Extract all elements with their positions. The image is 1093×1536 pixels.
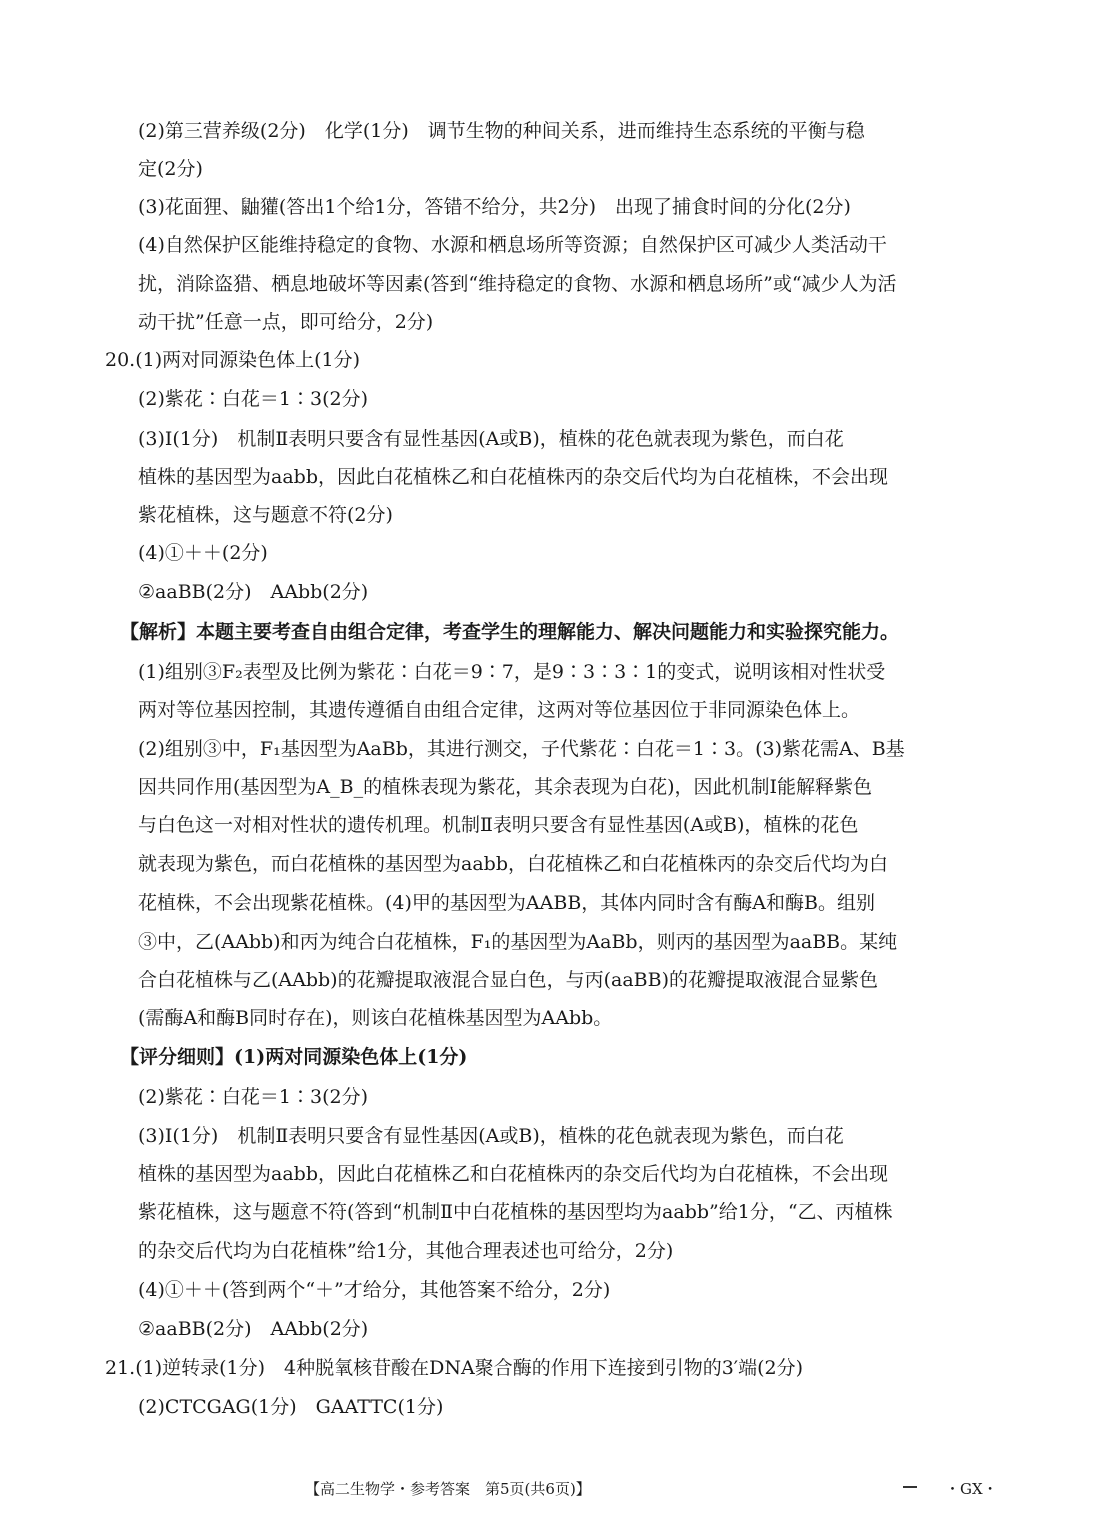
analysis-heading: 【解析】本题主要考查自由组合定律，考查学生的理解能力、解决问题能力和实验探究能力。 bbox=[120, 621, 900, 643]
footer-code: ・GX・ bbox=[945, 1480, 998, 1498]
q20-part2: (2)紫花∶白花＝1∶3(2分) bbox=[138, 388, 369, 410]
analysis-line8: ③中，乙(AAbb)和丙为纯合白花植株，F₁的基因型为AaBb，则丙的基因型为aaBB。某纯 bbox=[138, 931, 898, 953]
scoring-part3-line1: (3)Ⅰ(1分) 机制Ⅱ表明只要含有显性基因(A或B)，植株的花色就表现为紫色，而白花 bbox=[138, 1125, 844, 1147]
analysis-line1: (1)组别③F₂表型及比例为紫花∶白花＝9∶7，是9∶3∶3∶1的变式，说明该相对性状受 bbox=[138, 661, 886, 683]
analysis-line4: 因共同作用(基因型为A_B_的植株表现为紫花，其余表现为白花)，因此机制Ⅰ能解释紫色 bbox=[138, 776, 873, 798]
scoring-part3-line3: 紫花植株，这与题意不符(答到“机制Ⅱ中白花植株的基因型均为aabb”给1分，“乙、丙植株 bbox=[138, 1201, 893, 1223]
footer-mark bbox=[903, 1486, 917, 1488]
q21-part2: (2)CTCGAG(1分) GAATTC(1分) bbox=[138, 1396, 444, 1418]
analysis-line7: 花植株，不会出现紫花植株。(4)甲的基因型为AABB，其体内同时含有酶A和酶B。组别 bbox=[138, 892, 875, 914]
scoring-part4-2: ②aaBB(2分) AAbb(2分) bbox=[138, 1318, 369, 1340]
q19-part3: (3)花面狸、鼬獾(答出1个给1分，答错不给分，共2分) 出现了捕食时间的分化(2分) bbox=[138, 196, 851, 218]
analysis-line6: 就表现为紫色，而白花植株的基因型为aabb，白花植株乙和白花植株丙的杂交后代均为白 bbox=[138, 853, 888, 875]
q19-part2-line1: (2)第三营养级(2分) 化学(1分) 调节生物的种间关系，进而维持生态系统的平衡与稳 bbox=[138, 120, 865, 142]
footer-page-info: 【高二生物学・参考答案 第5页(共6页)】 bbox=[305, 1480, 591, 1498]
q19-part4-line1: (4)自然保护区能维持稳定的食物、水源和栖息场所等资源；自然保护区可减少人类活动干 bbox=[138, 234, 887, 256]
analysis-line2: 两对等位基因控制，其遗传遵循自由组合定律，这两对等位基因位于非同源染色体上。 bbox=[138, 699, 861, 721]
q19-part4-line2: 扰，消除盗猎、栖息地破坏等因素(答到“维持稳定的食物、水源和栖息场所”或“减少人为活 bbox=[138, 273, 897, 295]
q19-part4-line3: 动干扰”任意一点，即可给分，2分) bbox=[138, 311, 434, 333]
q20-part3-line3: 紫花植株，这与题意不符(2分) bbox=[138, 504, 393, 526]
q20-part3-line1: (3)Ⅰ(1分) 机制Ⅱ表明只要含有显性基因(A或B)，植株的花色就表现为紫色，而白花 bbox=[138, 428, 844, 450]
q20-part4-1: (4)①＋＋(2分) bbox=[138, 542, 268, 564]
scoring-part4-1: (4)①＋＋(答到两个“＋”才给分，其他答案不给分，2分) bbox=[138, 1279, 611, 1301]
analysis-line10: (需酶A和酶B同时存在)，则该白花植株基因型为AAbb。 bbox=[138, 1007, 613, 1029]
scoring-part2: (2)紫花∶白花＝1∶3(2分) bbox=[138, 1086, 369, 1108]
q20-part4-2: ②aaBB(2分) AAbb(2分) bbox=[138, 581, 369, 603]
scoring-part3-line2: 植株的基因型为aabb，因此白花植株乙和白花植株丙的杂交后代均为白花植株，不会出现 bbox=[138, 1163, 888, 1185]
analysis-line5: 与白色这一对相对性状的遗传机理。机制Ⅱ表明只要含有显性基因(A或B)，植株的花色 bbox=[138, 814, 859, 836]
analysis-line9: 合白花植株与乙(AAbb)的花瓣提取液混合显白色，与丙(aaBB)的花瓣提取液混合显紫色 bbox=[138, 969, 878, 991]
q20-part1: 20.(1)两对同源染色体上(1分) bbox=[105, 349, 361, 371]
q19-part2-line2: 定(2分) bbox=[138, 158, 203, 180]
q20-part3-line2: 植株的基因型为aabb，因此白花植株乙和白花植株丙的杂交后代均为白花植株，不会出现 bbox=[138, 466, 888, 488]
analysis-line3: (2)组别③中，F₁基因型为AaBb，其进行测交，子代紫花∶白花＝1∶3。(3)紫花需A、B基 bbox=[138, 738, 905, 760]
scoring-heading: 【评分细则】(1)两对同源染色体上(1分) bbox=[120, 1046, 468, 1068]
scoring-part3-line4: 的杂交后代均为白花植株”给1分，其他合理表述也可给分，2分) bbox=[138, 1240, 674, 1262]
q21-part1: 21.(1)逆转录(1分) 4种脱氧核苷酸在DNA聚合酶的作用下连接到引物的3′端(2分) bbox=[105, 1357, 804, 1379]
